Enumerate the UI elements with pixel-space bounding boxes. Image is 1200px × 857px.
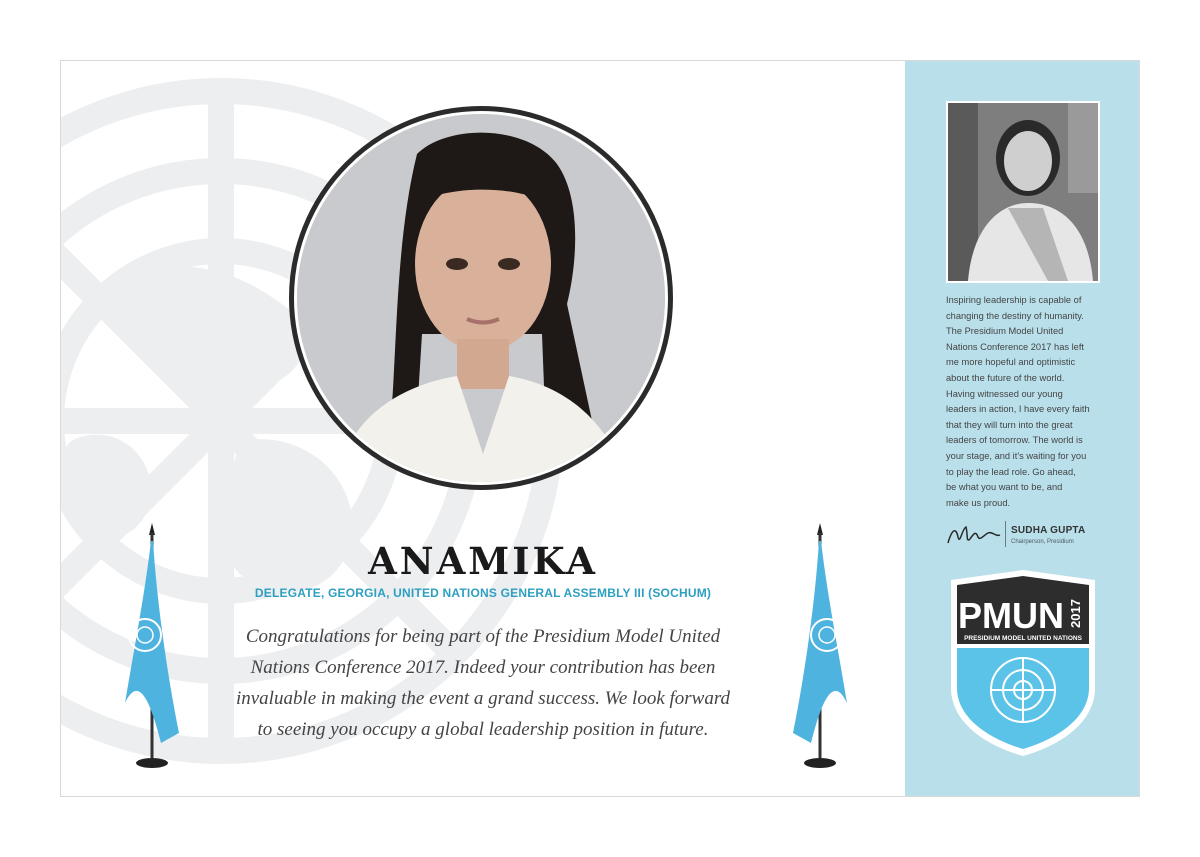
delegate-portrait-icon	[297, 114, 665, 482]
quote-line: to play the lead role. Go ahead,	[946, 466, 1076, 477]
quote-line: The Presidium Model United	[946, 326, 1064, 337]
badge-subtitle: PRESIDIUM MODEL UNITED NATIONS	[964, 635, 1082, 642]
quote-line: that they will turn into the great	[946, 419, 1073, 430]
quote-line: Having witnessed our young	[946, 388, 1063, 399]
quote-line: me more hopeful and optimistic	[946, 357, 1076, 368]
message-line: invaluable in making the event a grand success. We look forward	[235, 688, 731, 709]
un-emblem-icon	[991, 658, 1055, 722]
signatory-name: SUDHA GUPTA	[1011, 525, 1086, 536]
certificate-card	[60, 60, 1140, 797]
signature-block	[946, 519, 1106, 551]
quote-line: leaders in action, I have every faith	[946, 404, 1090, 415]
chairperson-portrait-icon	[948, 103, 1098, 281]
pmun-badge-icon	[949, 568, 1097, 758]
certificate-main	[61, 61, 905, 797]
signature-divider	[1005, 521, 1006, 547]
quote-line: be what you want to be, and	[946, 482, 1063, 493]
quote-line: make us proud.	[946, 497, 1011, 508]
quote-line: changing the destiny of humanity.	[946, 310, 1084, 321]
congratulations-message	[201, 621, 765, 745]
quote-line: about the future of the world.	[946, 372, 1065, 383]
quote-line: leaders of tomorrow. The world is	[946, 435, 1083, 446]
quote-line: your stage, and it's waiting for you	[946, 450, 1087, 461]
quote-line: Nations Conference 2017 has left	[946, 341, 1084, 352]
chairperson-photo	[946, 101, 1100, 283]
delegate-role: DELEGATE, GEORGIA, UNITED NATIONS GENERAL ASSEMBLY III (SOCHUM)	[254, 586, 712, 600]
badge-year: 2017	[1068, 599, 1083, 628]
un-flag-icon	[785, 523, 855, 773]
un-flag-icon	[117, 523, 187, 773]
signature-icon	[946, 521, 1002, 549]
delegate-photo	[295, 112, 667, 484]
signatory-title: Chairperson, Presidium	[1011, 539, 1074, 545]
delegate-name: ANAMIKA	[368, 539, 598, 583]
chairperson-sidebar	[905, 61, 1140, 797]
quote-line: Inspiring leadership is capable of	[946, 295, 1082, 305]
chairperson-quote	[946, 293, 1106, 511]
message-line: Nations Conference 2017. Indeed your contribution has been	[250, 657, 716, 678]
message-line: to seeing you occupy a global leadership position in future.	[257, 719, 709, 740]
badge-title: PMUN	[958, 595, 1064, 636]
message-line: Congratulations for being part of the Presidium Model United	[245, 626, 721, 647]
